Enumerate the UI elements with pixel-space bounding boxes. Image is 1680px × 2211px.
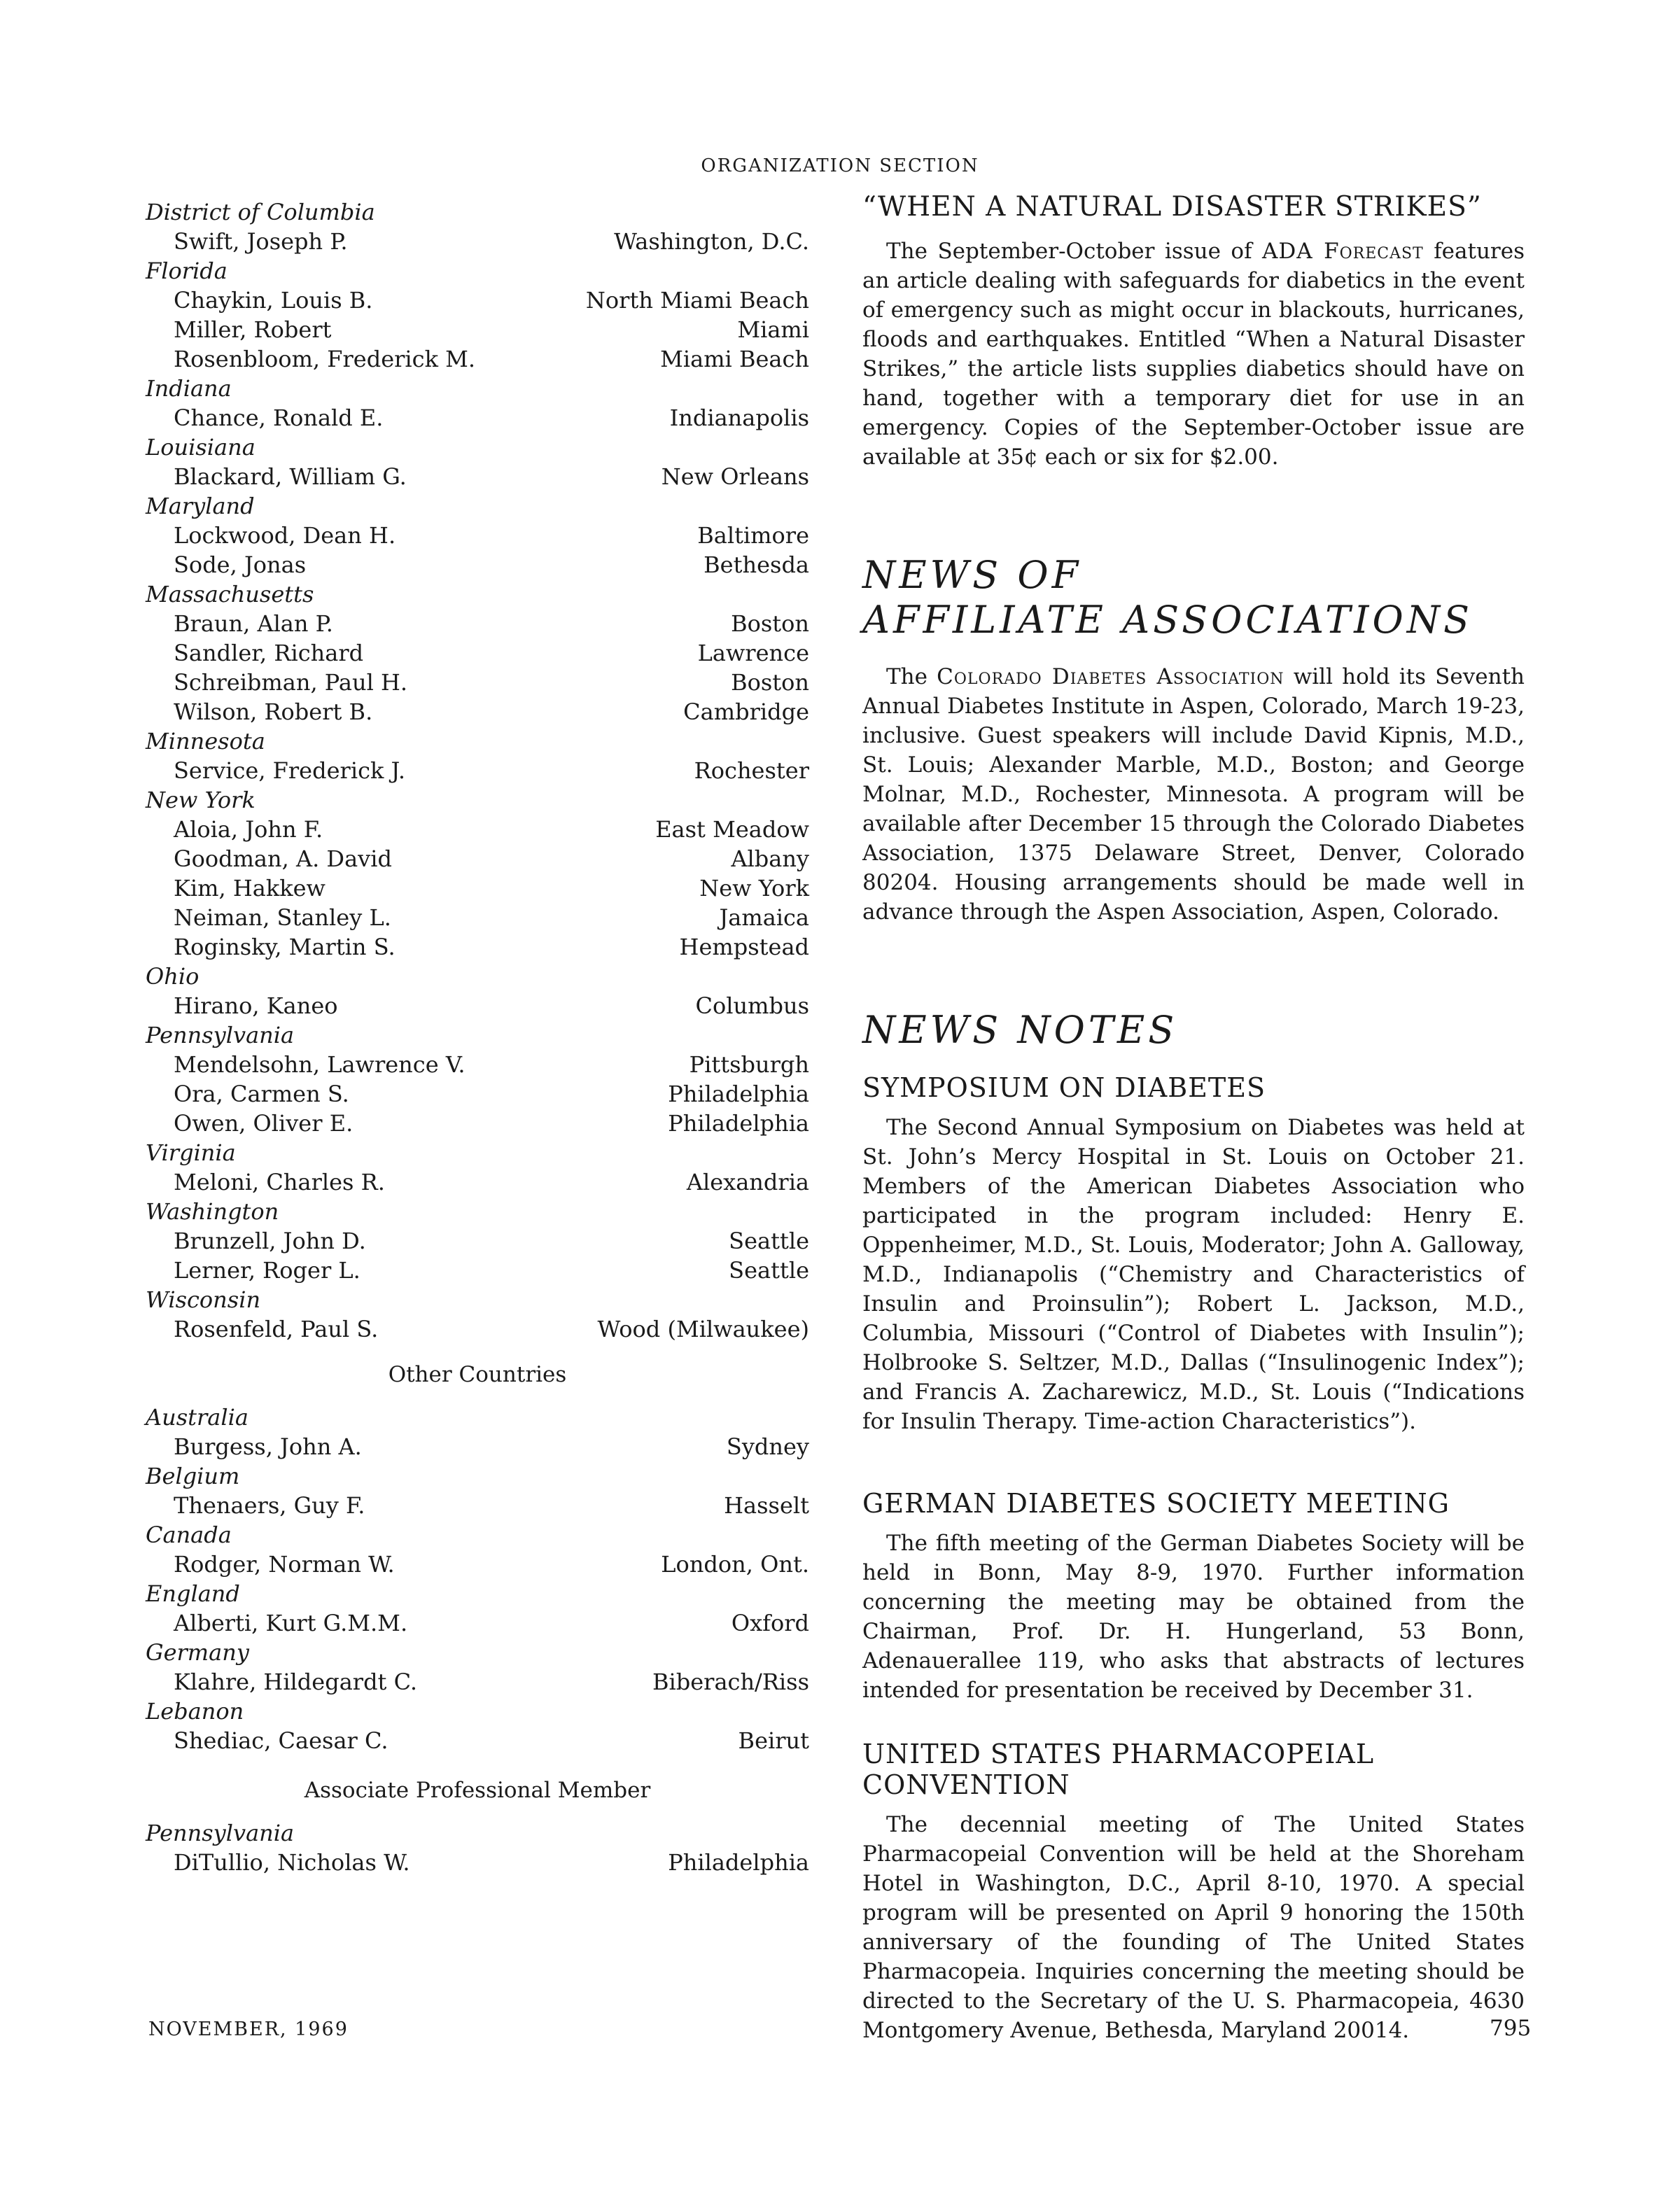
member-city: East Meadow: [655, 816, 809, 843]
disaster-text-part: features an article dealing with safeguards for diabetics in the event of emergency such as might occur in blackouts, hurricanes, floods and earthquakes. Entitled “When a Natural Disaster Strikes,” the article lists supplies diabetics should have on hand, together with a temporary diet for use in an emergency. Copies of the September-October issue are available at 35¢ each or six for $2.00.: [862, 239, 1525, 470]
member-row: [146, 1726, 809, 1755]
member-city: Cambridge: [683, 699, 809, 725]
issue-date: NOVEMBER, 1969: [148, 2019, 349, 2040]
region-heading: Massachusetts: [146, 581, 314, 608]
region-heading: Pennsylvania: [146, 1022, 295, 1048]
member-name: DiTullio, Nicholas W.: [174, 1849, 410, 1876]
member-row: [146, 697, 809, 727]
member-row: [146, 1432, 809, 1461]
member-city: Philadelphia: [668, 1081, 809, 1107]
member-name: Hirano, Kaneo: [174, 992, 338, 1019]
region-heading: Florida: [146, 258, 227, 284]
member-city: Beirut: [738, 1727, 809, 1754]
news-notes-title: NEWS NOTES: [862, 1008, 1178, 1052]
disaster-article-title: “WHEN A NATURAL DISASTER STRIKES”: [862, 191, 1482, 223]
member-row: [146, 1050, 809, 1079]
affiliate-text-part: The: [886, 664, 937, 689]
disaster-article-text: [862, 237, 1525, 472]
affiliate-title-line: NEWS OF: [862, 553, 1082, 597]
member-city: Miami: [737, 316, 809, 343]
region-heading: Virginia: [146, 1139, 236, 1166]
us-member-list: [146, 197, 809, 1344]
associate-member-list: [146, 1818, 809, 1877]
member-row: [146, 815, 809, 844]
member-city: Hempstead: [679, 934, 809, 960]
member-name: Thenaers, Guy F.: [174, 1492, 365, 1519]
member-row: [146, 756, 809, 785]
member-name: Swift, Joseph P.: [174, 228, 348, 255]
region-heading: Australia: [146, 1404, 248, 1431]
member-name: Rosenbloom, Frederick M.: [174, 346, 476, 372]
affiliate-text-part: will hold its Seventh Annual Diabetes Institute in Aspen, Colorado, March 19-23, inclusive. Guest speakers will include David Kipnis, M.D., St. Louis; Alexander Marble, M.D., Boston; and George Molnar, M.D., Rochester, Minnesota. A program will be available after December 15 through the Colorado Diabetes Association, 1375 Delaware Street, Denver, Colorado 80204. Housing arrangements should be made well in advance through the Aspen Association, Aspen, Colorado.: [862, 664, 1525, 925]
affiliate-article-text: [862, 662, 1525, 927]
member-row: [146, 638, 809, 668]
region-heading: District of Columbia: [146, 199, 375, 225]
member-row: [146, 1491, 809, 1520]
member-name: Alberti, Kurt G.M.M.: [174, 1610, 408, 1636]
member-name: Lockwood, Dean H.: [174, 522, 396, 549]
member-city: Miami Beach: [660, 346, 809, 372]
member-row: [146, 991, 809, 1020]
member-row: [146, 1848, 809, 1877]
member-row: [146, 873, 809, 903]
member-name: Mendelsohn, Lawrence V.: [174, 1051, 465, 1078]
other-countries-heading: Other Countries: [388, 1362, 567, 1387]
region-heading: Lebanon: [146, 1698, 244, 1725]
member-name: Owen, Oliver E.: [174, 1110, 354, 1137]
member-row: [146, 1608, 809, 1638]
member-name: Klahre, Hildegardt C.: [174, 1669, 418, 1695]
member-name: Sandler, Richard: [174, 640, 364, 666]
member-row: [146, 403, 809, 433]
member-city: Columbus: [695, 992, 809, 1019]
symposium-text: The Second Annual Symposium on Diabetes was held at St. John’s Mercy Hospital in St. Louis on October 21. Members of the American Diabetes Association who participated in the program included: Henry E. Oppenheimer, M.D., St. Louis, Moderator; John A. Galloway, M.D., Indianapolis (“Chemistry and Characteristics of Insulin and Proinsulin”); Robert L. Jackson, M.D., Columbia, Missouri (“Control of Diabetes with Insulin”); Holbrooke S. Seltzer, M.D., Dallas (“Insulinogenic Index”); and Francis A. Zacharewicz, M.D., St. Louis (“Indications for Insulin Therapy. Time-action Characteristics”).: [862, 1115, 1525, 1434]
member-city: North Miami Beach: [585, 287, 809, 314]
symposium-title: SYMPOSIUM ON DIABETES: [862, 1072, 1266, 1103]
colorado-association-name: Colorado Diabetes Association: [937, 664, 1284, 689]
region-heading: Indiana: [146, 375, 232, 402]
associate-heading: Associate Professional Member: [304, 1778, 651, 1803]
member-name: Aloia, John F.: [174, 816, 323, 843]
region-heading: Louisiana: [146, 434, 255, 461]
member-city: Sydney: [726, 1433, 809, 1460]
member-city: Biberach/Riss: [652, 1669, 809, 1695]
region-heading: Canada: [146, 1522, 232, 1548]
member-city: Hasselt: [724, 1492, 809, 1519]
member-name: Lerner, Roger L.: [174, 1257, 360, 1284]
member-name: Roginsky, Martin S.: [174, 934, 396, 960]
member-row: [146, 932, 809, 962]
member-row: [146, 227, 809, 256]
disaster-text-part: The September-October issue of: [886, 239, 1263, 264]
region-heading: Minnesota: [146, 728, 265, 754]
member-row: [146, 1079, 809, 1109]
member-name: Miller, Robert: [174, 316, 332, 343]
member-row: [146, 286, 809, 315]
region-heading: Ohio: [146, 963, 200, 990]
usp-title-line: UNITED STATES PHARMACOPEIAL: [862, 1739, 1375, 1769]
member-name: Shediac, Caesar C.: [174, 1727, 388, 1754]
usp-title-line: CONVENTION: [862, 1769, 1070, 1800]
member-name: Meloni, Charles R.: [174, 1169, 385, 1195]
usp-convention-title: [862, 1739, 1525, 1800]
region-heading: New York: [146, 787, 255, 813]
member-row: [146, 1314, 809, 1344]
region-heading: Pennsylvania: [146, 1820, 295, 1846]
member-city: Wood (Milwaukee): [597, 1316, 809, 1342]
member-name: Chaykin, Louis B.: [174, 287, 373, 314]
region-heading: Belgium: [146, 1463, 240, 1489]
member-name: Sode, Jonas: [174, 552, 307, 578]
member-row: [146, 844, 809, 873]
member-name: Schreibman, Paul H.: [174, 669, 408, 696]
member-name: Brunzell, John D.: [174, 1228, 366, 1254]
member-city: New Orleans: [661, 463, 809, 490]
member-city: Rochester: [694, 757, 809, 784]
member-row: [146, 609, 809, 638]
region-heading: Germany: [146, 1639, 249, 1666]
member-row: [146, 344, 809, 374]
member-city: Lawrence: [697, 640, 809, 666]
member-city: Indianapolis: [669, 405, 809, 431]
member-city: Boston: [731, 669, 809, 696]
member-name: Blackard, William G.: [174, 463, 407, 490]
member-row: [146, 550, 809, 580]
member-row: [146, 1256, 809, 1285]
member-city: Bethesda: [704, 552, 809, 578]
member-city: Washington, D.C.: [614, 228, 809, 255]
member-city: Philadelphia: [668, 1849, 809, 1876]
member-row: [146, 462, 809, 491]
member-city: Baltimore: [697, 522, 809, 549]
member-row: [146, 1226, 809, 1256]
member-row: [146, 1167, 809, 1197]
usp-convention-text: The decennial meeting of The United States Pharmacopeial Convention will be held at the Shoreham Hotel in Washington, D.C., April 8-10, 1970. A special program will be presented on April 9 honoring the 150th anniversary of the founding of The United States Pharmacopeia. Inquiries concerning the meeting should be directed to the Secretary of the U. S. Pharmacopeia, 4630 Montgomery Avenue, Bethesda, Maryland 20014.: [862, 1812, 1525, 2043]
member-name: Chance, Ronald E.: [174, 405, 384, 431]
region-heading: Washington: [146, 1198, 279, 1225]
member-name: Kim, Hakkew: [174, 875, 326, 901]
member-name: Burgess, John A.: [174, 1433, 362, 1460]
member-row: [146, 668, 809, 697]
member-city: Boston: [731, 610, 809, 637]
german-society-text: The fifth meeting of the German Diabetes Society will be held in Bonn, May 8-9, 1970. Further information concerning the meeting may be obtained from the Chairman, Prof. Dr. H. Hungerland, 53 Bonn, Adenauerallee 119, who asks that abstracts of lectures intended for presentation be received by December 31.: [862, 1531, 1525, 1703]
page-number: 795: [1490, 2016, 1532, 2041]
member-name: Wilson, Robert B.: [174, 699, 373, 725]
member-city: London, Ont.: [661, 1551, 809, 1578]
member-name: Goodman, A. David: [174, 845, 392, 872]
member-name: Ora, Carmen S.: [174, 1081, 349, 1107]
member-city: Albany: [731, 845, 809, 872]
member-city: Seattle: [729, 1257, 809, 1284]
member-name: Rodger, Norman W.: [174, 1551, 395, 1578]
forecast-name: ADA Forecast: [1262, 239, 1424, 264]
member-name: Service, Frederick J.: [174, 757, 406, 784]
member-list-column: [146, 197, 809, 1877]
member-row: [146, 1667, 809, 1697]
member-city: Alexandria: [686, 1169, 809, 1195]
german-society-title: GERMAN DIABETES SOCIETY MEETING: [862, 1488, 1450, 1519]
member-city: Oxford: [731, 1610, 809, 1636]
affiliate-title-line: AFFILIATE ASSOCIATIONS: [862, 598, 1473, 642]
member-name: Neiman, Stanley L.: [174, 904, 391, 931]
news-column: [862, 190, 1525, 2045]
member-city: Philadelphia: [668, 1110, 809, 1137]
member-row: [146, 1550, 809, 1579]
member-city: Seattle: [729, 1228, 809, 1254]
member-row: [146, 315, 809, 344]
member-row: [146, 1109, 809, 1138]
member-city: New York: [699, 875, 809, 901]
affiliate-section-title: [862, 553, 1525, 643]
running-header: ORGANIZATION SECTION: [701, 155, 979, 176]
member-name: Rosenfeld, Paul S.: [174, 1316, 379, 1342]
member-city: Jamaica: [719, 904, 809, 931]
region-heading: Maryland: [146, 493, 255, 519]
member-city: Pittsburgh: [689, 1051, 809, 1078]
member-row: [146, 903, 809, 932]
member-row: [146, 521, 809, 550]
other-countries-member-list: [146, 1403, 809, 1755]
region-heading: Wisconsin: [146, 1286, 261, 1313]
member-name: Braun, Alan P.: [174, 610, 333, 637]
region-heading: England: [146, 1580, 240, 1607]
